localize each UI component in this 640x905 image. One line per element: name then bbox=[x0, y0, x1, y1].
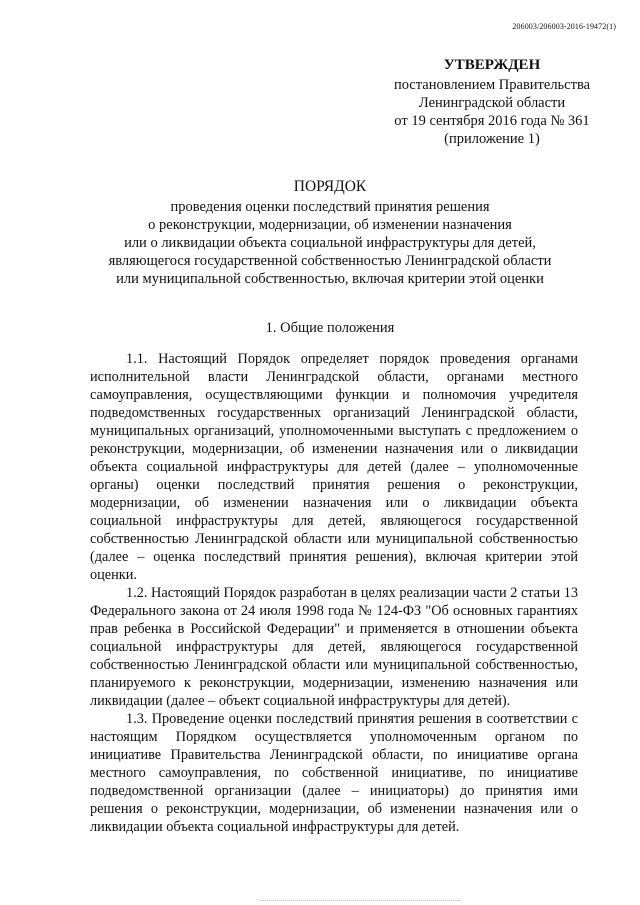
approval-line: от 19 сентября 2016 года № 361 bbox=[394, 113, 590, 129]
title-line: или муниципальной собственностью, включая критерии этой оценки bbox=[116, 271, 544, 287]
title-line: являющегося государственной собственностью Ленинградской области bbox=[108, 253, 552, 269]
page-bottom-divider bbox=[260, 899, 460, 901]
approval-line: (приложение 1) bbox=[444, 131, 540, 147]
document-title-block bbox=[60, 178, 600, 288]
title-line: или о ликвидации объекта социальной инфраструктуры для детей, bbox=[124, 235, 536, 251]
approval-line: постановлением Правительства bbox=[393, 77, 591, 93]
paragraph-1-3: 1.3. Проведение оценки последствий принятия решения в соответствии с настоящим Порядком осуществляется уполномоченным органом по инициативе Правительства Ленинградской области, по инициативе органа местного самоуправления, по собственной инициативе, по инициативе подведомственной организации (далее – инициаторы) до принятия ими решения о реконструкции, модернизации, об изменении назначения или о ликвидации объекта социальной инфраструктуры для детей. bbox=[90, 711, 578, 835]
title-line: о реконструкции, модернизации, об изменении назначения bbox=[148, 217, 512, 233]
section-body bbox=[90, 350, 578, 836]
approval-stamp bbox=[362, 56, 622, 148]
approval-heading: УТВЕРЖДЕН bbox=[443, 57, 541, 73]
paragraph-1-1: 1.1. Настоящий Порядок определяет порядок проведения органами исполнительной власти Ленинградской области, органами местного самоуправления, осуществляющими функции и полномочия учредителя подведомственных государственных организаций Ленинградской области, муниципальных организаций, уполномоченными выступать с предложением о реконструкции, модернизации, об изменении назначения или о ликвидации объекта социальной инфраструктуры для детей (далее – уполномоченные органы) оценки последствий принятия решения о реконструкции, модернизации, об изменении назначения или о ликвидации объекта социальной инфраструктуры для детей, являющегося государственной собственностью Ленинградской области или муниципальной собственностью (далее – оценка последствий принятия решения), включая критерии этой оценки. bbox=[90, 351, 578, 583]
title-line: проведения оценки последствий принятия решения bbox=[170, 199, 490, 215]
document-id: 206003/206003-2016-19472(1) bbox=[512, 22, 616, 31]
section-heading: 1. Общие положения bbox=[265, 320, 395, 336]
document-title: ПОРЯДОК bbox=[293, 178, 367, 195]
approval-line: Ленинградской области bbox=[418, 95, 566, 111]
paragraph-1-2: 1.2. Настоящий Порядок разработан в целях реализации части 2 статьи 13 Федерального закона от 24 июля 1998 года № 124-ФЗ "Об основных гарантиях прав ребенка в Российской Федерации" и применяется в отношении объекта социальной инфраструктуры для детей, являющегося государственной собственностью Ленинградской области или муниципальной собственностью, планируемого к реконструкции, модернизации, изменению назначения или ликвидации (далее – объект социальной инфраструктуры для детей). bbox=[90, 585, 578, 709]
